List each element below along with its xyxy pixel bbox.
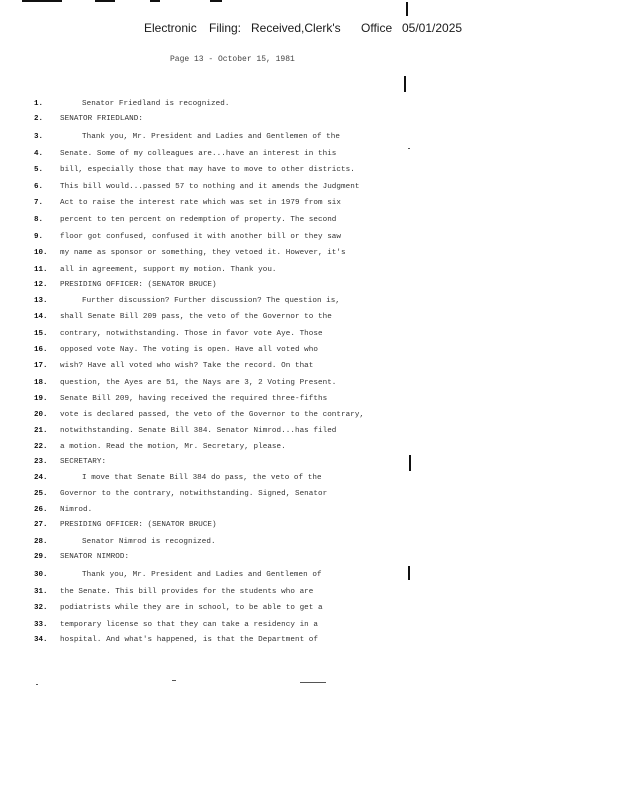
transcript-line (0, 474, 618, 490)
transcript-line (0, 521, 618, 537)
transcript-line (0, 588, 618, 604)
transcript-line (0, 297, 618, 313)
line-text: Thank you, Mr. President and Ladies and Gentlemen of (82, 571, 322, 579)
scan-mark (95, 0, 115, 2)
transcript-line (0, 115, 618, 131)
line-text: Senate Bill 209, having received the required three-fifths (60, 395, 328, 403)
transcript-line (0, 330, 618, 346)
scan-mark (36, 684, 38, 685)
line-text: notwithstanding. Senate Bill 384. Senator Nimrod...has filed (60, 427, 337, 435)
line-number: 11. (34, 266, 48, 274)
line-number: 20. (34, 411, 48, 419)
scan-mark (210, 0, 222, 2)
line-number: 31. (34, 588, 48, 596)
line-number: 8. (34, 216, 44, 224)
line-number: 25. (34, 490, 48, 498)
line-number: 28. (34, 538, 48, 546)
page-header: Page 13 - October 15, 1981 (170, 55, 295, 64)
transcript-line (0, 216, 618, 232)
transcript-line (0, 636, 618, 652)
line-number: 32. (34, 604, 48, 612)
transcript-line (0, 458, 618, 474)
transcript-line (0, 313, 618, 329)
line-number: 1. (34, 100, 44, 108)
transcript-line (0, 443, 618, 459)
filing-stamp (0, 21, 618, 37)
line-text: SECRETARY: (60, 458, 107, 466)
line-text: podiatrists while they are in school, to be able to get a (60, 604, 323, 612)
transcript-line (0, 427, 618, 443)
line-number: 12. (34, 281, 48, 289)
line-text: SENATOR NIMROD: (60, 553, 130, 561)
line-text: opposed vote Nay. The voting is open. Have all voted who (60, 346, 318, 354)
transcript-line (0, 100, 618, 116)
transcript-line (0, 362, 618, 378)
line-number: 4. (34, 150, 44, 158)
transcript-line (0, 506, 618, 522)
line-number: 10. (34, 249, 48, 257)
scan-mark (22, 0, 62, 2)
transcript-line (0, 395, 618, 411)
line-text: all in agreement, support my motion. Thank you. (60, 266, 277, 274)
line-number: 7. (34, 199, 44, 207)
line-number: 30. (34, 571, 48, 579)
stamp-date: 05/01/2025 (402, 21, 463, 35)
line-number: 29. (34, 553, 48, 561)
scan-mark (406, 2, 408, 16)
line-text: the Senate. This bill provides for the students who are (60, 588, 314, 596)
line-text: SENATOR FRIEDLAND: (60, 115, 143, 123)
line-number: 15. (34, 330, 48, 338)
line-number: 9. (34, 233, 44, 241)
transcript-line (0, 249, 618, 265)
transcript-line (0, 490, 618, 506)
transcript-line (0, 553, 618, 569)
transcript-line (0, 281, 618, 297)
line-text: temporary license so that they can take a residency in a (60, 621, 318, 629)
line-text: bill, especially those that may have to move to other districts. (60, 166, 355, 174)
line-number: 2. (34, 115, 44, 123)
line-text: contrary, notwithstanding. Those in favor vote Aye. Those (60, 330, 323, 338)
line-number: 21. (34, 427, 48, 435)
stamp-office: Office (361, 21, 393, 35)
transcript-line (0, 411, 618, 427)
line-number: 23. (34, 458, 48, 466)
line-number: 26. (34, 506, 48, 514)
line-number: 19. (34, 395, 48, 403)
line-text: question, the Ayes are 51, the Nays are 3, 2 Voting Present. (60, 379, 337, 387)
line-text: Thank you, Mr. President and Ladies and Gentlemen of the (82, 133, 340, 141)
line-text: Act to raise the interest rate which was set in 1979 from six (60, 199, 342, 207)
line-text: hospital. And what's happened, is that the Department of (60, 636, 318, 644)
stamp-electronic: Electronic (144, 21, 197, 35)
line-number: 14. (34, 313, 48, 321)
line-number: 6. (34, 183, 44, 191)
scan-mark (150, 0, 160, 2)
line-number: 16. (34, 346, 48, 354)
line-text: Nimrod. (60, 506, 93, 514)
line-text: a motion. Read the motion, Mr. Secretary, please. (60, 443, 286, 451)
transcript-line (0, 379, 618, 395)
line-text: Further discussion? Further discussion? The question is, (82, 297, 340, 305)
transcript-line (0, 133, 618, 149)
line-number: 27. (34, 521, 48, 529)
line-number: 3. (34, 133, 44, 141)
stamp-received: Received,Clerk's (251, 21, 341, 35)
transcript-line (0, 266, 618, 282)
transcript-line (0, 571, 618, 587)
transcript-line (0, 166, 618, 182)
transcript-line (0, 199, 618, 215)
transcript-line (0, 183, 618, 199)
scan-mark (404, 76, 406, 92)
transcript-line (0, 621, 618, 637)
line-number: 22. (34, 443, 48, 451)
transcript-line (0, 233, 618, 249)
transcript-line (0, 604, 618, 620)
line-number: 33. (34, 621, 48, 629)
transcript-line (0, 150, 618, 166)
line-text: PRESIDING OFFICER: (SENATOR BRUCE) (60, 521, 217, 529)
line-text: floor got confused, confused it with another bill or they saw (60, 233, 342, 241)
line-number: 17. (34, 362, 48, 370)
line-number: 24. (34, 474, 48, 482)
line-text: shall Senate Bill 209 pass, the veto of the Governor to the (60, 313, 332, 321)
line-text: Governor to the contrary, notwithstanding. Signed, Senator (60, 490, 328, 498)
line-text: my name as sponsor or something, they vetoed it. However, it's (60, 249, 346, 257)
line-text: Senate. Some of my colleagues are...have an interest in this (60, 150, 337, 158)
line-number: 18. (34, 379, 48, 387)
line-text: I move that Senate Bill 384 do pass, the veto of the (82, 474, 322, 482)
scan-mark (172, 680, 176, 681)
line-number: 34. (34, 636, 48, 644)
line-text: This bill would...passed 57 to nothing and it amends the Judgment (60, 183, 360, 191)
line-text: Senator Friedland is recognized. (82, 100, 230, 108)
line-text: vote is declared passed, the veto of the Governor to the contrary, (60, 411, 365, 419)
stamp-filing: Filing: (209, 21, 242, 35)
line-text: percent to ten percent on redemption of property. The second (60, 216, 337, 224)
line-number: 13. (34, 297, 48, 305)
scan-mark (300, 682, 326, 683)
transcript-line (0, 538, 618, 554)
line-text: wish? Have all voted who wish? Take the record. On that (60, 362, 314, 370)
transcript-line (0, 346, 618, 362)
line-text: PRESIDING OFFICER: (SENATOR BRUCE) (60, 281, 217, 289)
line-number: 5. (34, 166, 44, 174)
line-text: Senator Nimrod is recognized. (82, 538, 216, 546)
